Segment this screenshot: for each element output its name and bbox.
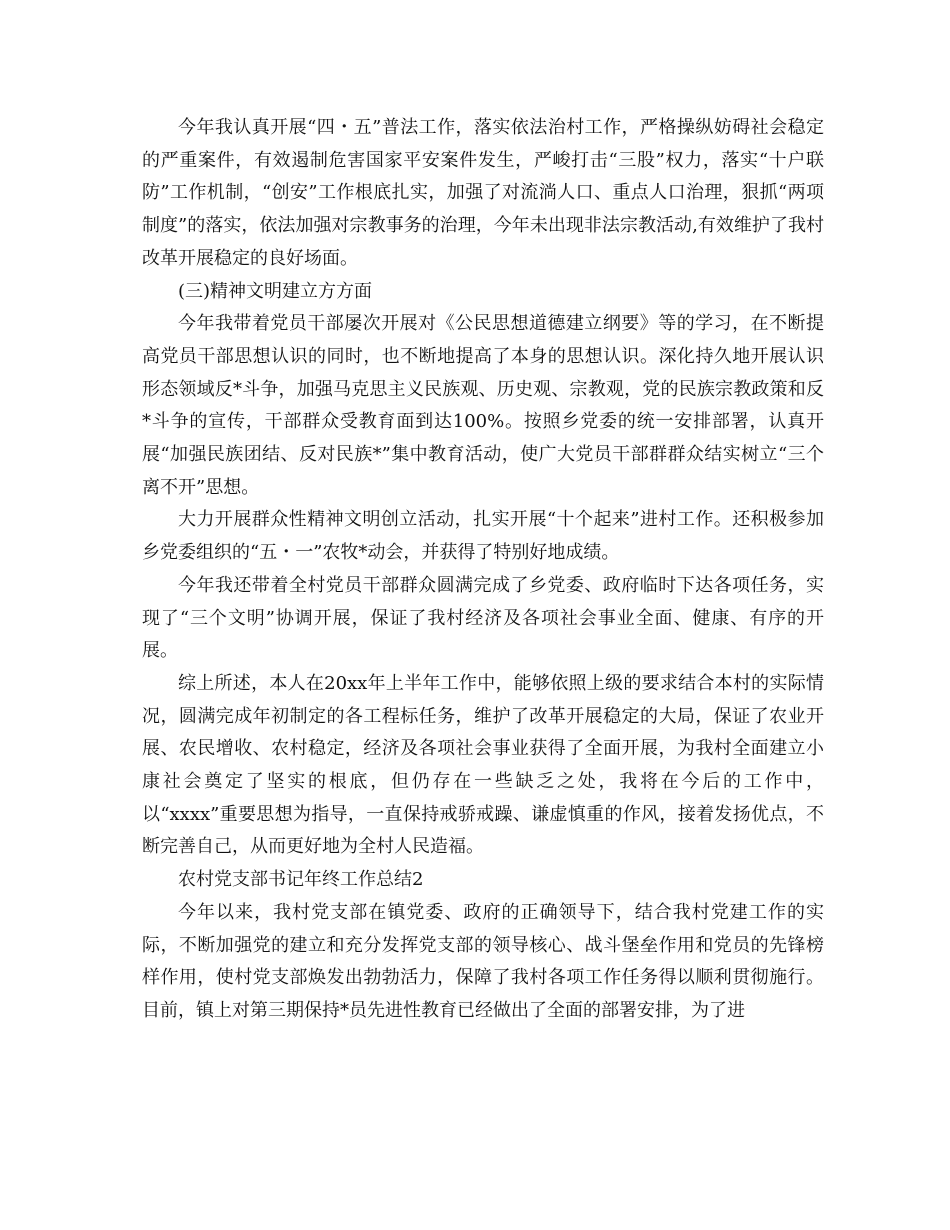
paragraph-temporary-tasks: 今年我还带着全村党员干部群众圆满完成了乡党委、政府临时下达各项任务，实现了“三个文明”协调开展，保证了我村经济及各项社会事业全面、健康、有序的开展。 (142, 574, 824, 662)
document-page (142, 112, 824, 1028)
paragraph-summary: 综上所述，本人在20xx年上半年工作中，能够依照上级的要求结合本村的实际情况，圆满完成年初制定的各工程标任务，维护了改革开展稳定的大局，保证了农业开展、农民增收、农村稳定，经济及各项社会事业获得了全面开展，为我村全面建立小康社会奠定了坚实的根底，但仍存在一些缺乏之处，我将在今后的工作中，以“xxxx”重要思想为指导，一直保持戒骄戒躁、谦虚慎重的作风，接着发扬优点，不断完善自己，从而更好地为全村人民造福。 (142, 672, 824, 858)
section-heading-spiritual-civilization: (三)精神文明建立方方面 (178, 280, 373, 302)
paragraph-ideological-education: 今年我带着党员干部屡次开展对《公民思想道德建立纲要》等的学习，在不断提高党员干部思想认识的同时，也不断地提高了本身的思想认识。深化持久地开展认识形态领域反*斗争，加强马克思主义民族观、历史观、宗教观，党的民族宗教政策和反*斗争的宣传，干部群众受教育面到达100%。按照乡党委的统一安排部署，认真开展“加强民族团结、反对民族*”集中教育活动，使广大党员干部群群众结实树立“三个离不开”思想。 (142, 313, 824, 498)
paragraph-party-branch-intro: 今年以来，我村党支部在镇党委、政府的正确领导下，结合我村党建工作的实际，不断加强党的建立和充分发挥党支部的领导核心、战斗堡垒作用和党员的先锋榜样作用，使村党支部焕发出勃勃活力，保障了我村各项工作任务得以顺利贯彻施行。目前，镇上对第三期保持*员先进性教育已经做出了全面的部署安排，为了进 (142, 901, 824, 1021)
paragraph-mass-activities: 大力开展群众性精神文明创立活动，扎实开展“十个起来”进村工作。还积极参加乡党委组织的“五・一”农牧*动会，并获得了特别好地成绩。 (142, 509, 824, 564)
section-heading-summary-2: 农村党支部书记年终工作总结2 (178, 869, 424, 891)
paragraph-rule-of-law: 今年我认真开展“四・五”普法工作，落实依法治村工作，严格操纵妨碍社会稳定的严重案件，有效遏制危害国家平安案件发生，严峻打击“三股”权力，落实“十户联防”工作机制，“创安”工作根底扎实，加强了对流淌人口、重点人口治理，狠抓“两项制度”的落实，依法加强对宗教事务的治理，今年未出现非法宗教活动,有效维护了我村改革开展稳定的良好场面。 (142, 117, 824, 269)
